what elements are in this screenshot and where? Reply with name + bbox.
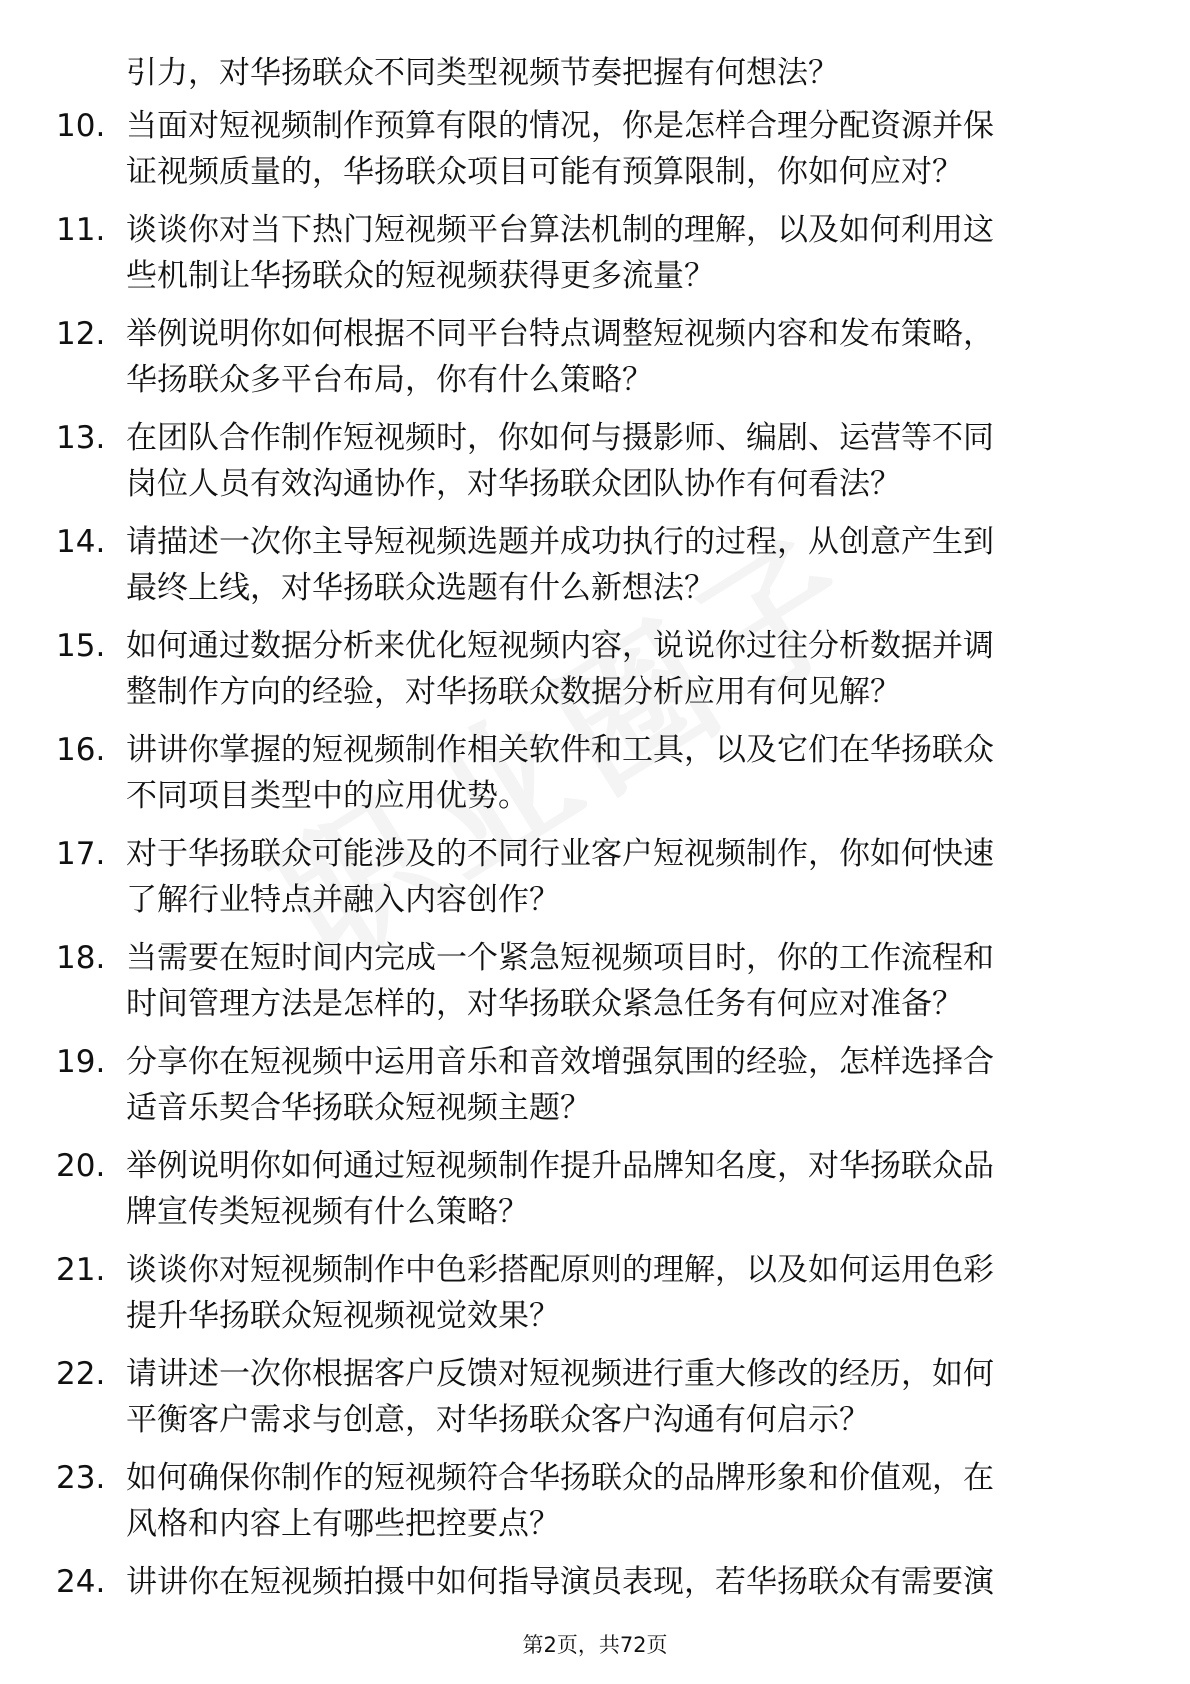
question-number: 23. (56, 1460, 106, 1496)
question-number: 11. (56, 212, 106, 248)
question-text-line: 不同项目类型中的应用优势。 (126, 778, 529, 814)
question-text-line: 岗位人员有效沟通协作，对华扬联众团队协作有何看法？ (126, 466, 901, 502)
question-text-line: 当需要在短时间内完成一个紧急短视频项目时，你的工作流程和 (126, 940, 994, 976)
question-text-line: 讲讲你掌握的短视频制作相关软件和工具，以及它们在华扬联众 (126, 732, 994, 768)
question-text (126, 311, 1126, 403)
question-number: 20. (56, 1148, 106, 1184)
question-number: 10. (56, 108, 106, 144)
question-number: 13. (56, 420, 106, 456)
question-text-line: 平衡客户需求与创意，对华扬联众客户沟通有何启示？ (126, 1402, 870, 1438)
question-item (0, 311, 1190, 415)
question-text (126, 1455, 1126, 1547)
question-item (0, 935, 1190, 1039)
question-text-line: 在团队合作制作短视频时，你如何与摄影师、编剧、运营等不同 (126, 420, 994, 456)
question-item (0, 727, 1190, 831)
question-number: 24. (56, 1564, 106, 1600)
question-item (0, 831, 1190, 935)
question-text-line: 如何通过数据分析来优化短视频内容，说说你过往分析数据并调 (126, 628, 994, 664)
question-text (126, 103, 1126, 195)
question-list (0, 103, 1190, 1663)
question-item (0, 1143, 1190, 1247)
question-item (0, 1351, 1190, 1455)
question-number: 15. (56, 628, 106, 664)
question-item (0, 623, 1190, 727)
question-number: 16. (56, 732, 106, 768)
question-text (126, 935, 1126, 1027)
question-text-line: 整制作方向的经验，对华扬联众数据分析应用有何见解？ (126, 674, 901, 710)
question-text-line: 举例说明你如何根据不同平台特点调整短视频内容和发布策略， (126, 316, 994, 352)
question-text-line: 谈谈你对当下热门短视频平台算法机制的理解，以及如何利用这 (126, 212, 994, 248)
question-text-line: 请描述一次你主导短视频选题并成功执行的过程，从创意产生到 (126, 524, 994, 560)
question-text (126, 1143, 1126, 1235)
question-text (126, 207, 1126, 299)
question-number: 18. (56, 940, 106, 976)
question-number: 14. (56, 524, 106, 560)
question-text-line: 些机制让华扬联众的短视频获得更多流量？ (126, 258, 715, 294)
question-text (126, 1559, 1126, 1605)
question-text-line: 证视频质量的，华扬联众项目可能有预算限制，你如何应对？ (126, 154, 963, 190)
question-text-line: 华扬联众多平台布局，你有什么策略？ (126, 362, 653, 398)
question-item (0, 519, 1190, 623)
question-text-line: 风格和内容上有哪些把控要点？ (126, 1506, 560, 1542)
question-text-line: 举例说明你如何通过短视频制作提升品牌知名度，对华扬联众品 (126, 1148, 994, 1184)
question-text (126, 1247, 1126, 1339)
question-item (0, 415, 1190, 519)
question-number: 19. (56, 1044, 106, 1080)
question-text (126, 1039, 1126, 1131)
question-text (126, 623, 1126, 715)
question-text-line: 适音乐契合华扬联众短视频主题？ (126, 1090, 591, 1126)
question-text-line: 当面对短视频制作预算有限的情况，你是怎样合理分配资源并保 (126, 108, 994, 144)
page-footer: 第2页，共72页 (522, 1633, 668, 1657)
question-item (0, 207, 1190, 311)
question-text-line: 提升华扬联众短视频视觉效果？ (126, 1298, 560, 1334)
question-text (126, 415, 1126, 507)
question-item (0, 1247, 1190, 1351)
question-text-line: 谈谈你对短视频制作中色彩搭配原则的理解，以及如何运用色彩 (126, 1252, 994, 1288)
question-text-line: 如何确保你制作的短视频符合华扬联众的品牌形象和价值观，在 (126, 1460, 994, 1496)
question-text (126, 1351, 1126, 1443)
question-text-line: 牌宣传类短视频有什么策略？ (126, 1194, 529, 1230)
question-text-line: 分享你在短视频中运用音乐和音效增强氛围的经验，怎样选择合 (126, 1044, 994, 1080)
question-text-line: 讲讲你在短视频拍摄中如何指导演员表现，若华扬联众有需要演 (126, 1564, 994, 1600)
question-number: 12. (56, 316, 106, 352)
question-text (126, 519, 1126, 611)
question-text-line: 对于华扬联众可能涉及的不同行业客户短视频制作，你如何快速 (126, 836, 994, 872)
question-item (0, 103, 1190, 207)
question-number: 21. (56, 1252, 106, 1288)
question-text (126, 727, 1126, 819)
continuation-line: 引力，对华扬联众不同类型视频节奏把握有何想法？ (126, 55, 839, 91)
question-number: 22. (56, 1356, 106, 1392)
question-text-line: 了解行业特点并融入内容创作？ (126, 882, 560, 918)
question-item (0, 1039, 1190, 1143)
question-item (0, 1455, 1190, 1559)
question-number: 17. (56, 836, 106, 872)
question-text-line: 最终上线，对华扬联众选题有什么新想法？ (126, 570, 715, 606)
question-text-line: 请讲述一次你根据客户反馈对短视频进行重大修改的经历，如何 (126, 1356, 994, 1392)
question-text-line: 时间管理方法是怎样的，对华扬联众紧急任务有何应对准备？ (126, 986, 963, 1022)
question-text (126, 831, 1126, 923)
